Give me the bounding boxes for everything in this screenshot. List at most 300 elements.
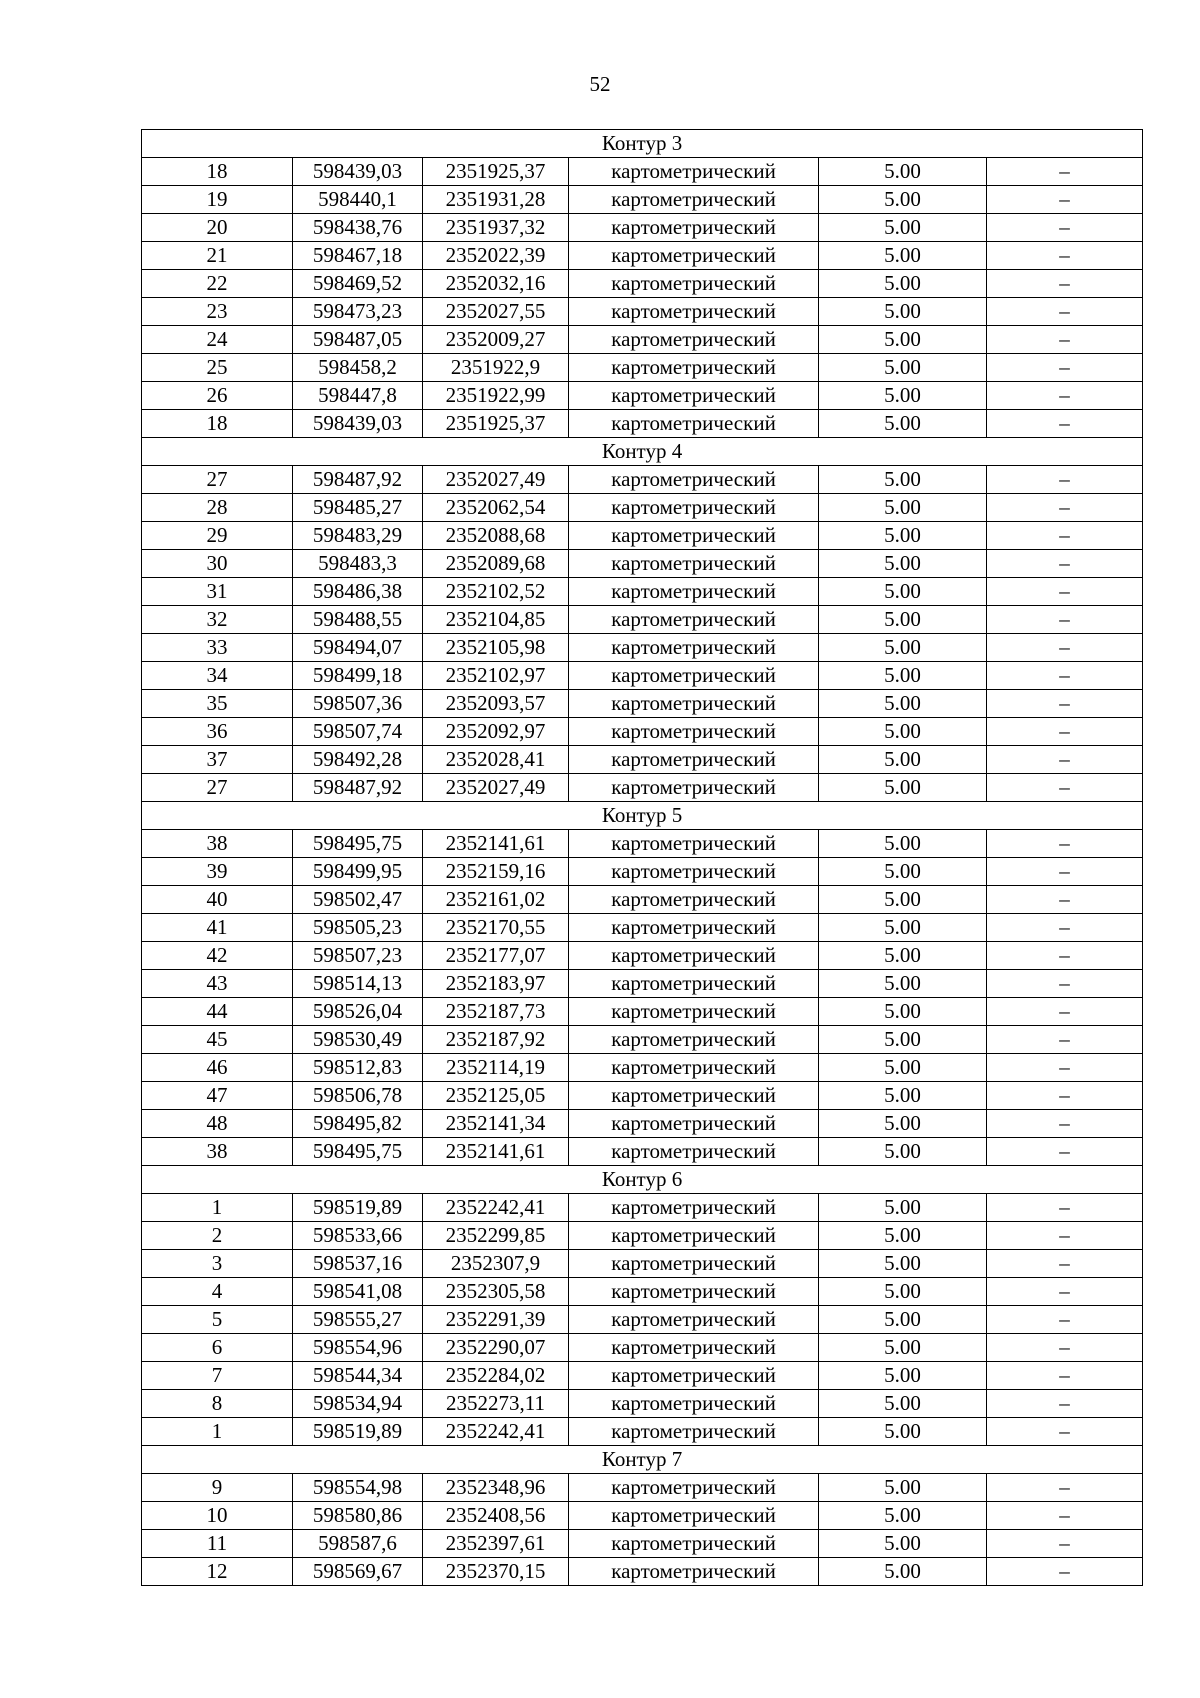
table-row xyxy=(142,1222,1143,1250)
note-cell: – xyxy=(987,1390,1143,1418)
note-cell: – xyxy=(987,914,1143,942)
x-coordinate-cell: 598506,78 xyxy=(293,1082,423,1110)
y-coordinate-cell: 2352397,61 xyxy=(423,1530,569,1558)
x-coordinate-cell: 598447,8 xyxy=(293,382,423,410)
note-cell: – xyxy=(987,186,1143,214)
method-cell: картометрический xyxy=(569,746,819,774)
table-row xyxy=(142,1026,1143,1054)
method-cell: картометрический xyxy=(569,1558,819,1586)
y-coordinate-cell: 2352408,56 xyxy=(423,1502,569,1530)
x-coordinate-cell: 598488,55 xyxy=(293,606,423,634)
x-coordinate-cell: 598438,76 xyxy=(293,214,423,242)
point-number-cell: 10 xyxy=(142,1502,293,1530)
y-coordinate-cell: 2352284,02 xyxy=(423,1362,569,1390)
y-coordinate-cell: 2352242,41 xyxy=(423,1418,569,1446)
point-number-cell: 27 xyxy=(142,466,293,494)
y-coordinate-cell: 2352242,41 xyxy=(423,1194,569,1222)
x-coordinate-cell: 598439,03 xyxy=(293,158,423,186)
note-cell: – xyxy=(987,662,1143,690)
accuracy-cell: 5.00 xyxy=(819,354,987,382)
accuracy-cell: 5.00 xyxy=(819,1334,987,1362)
method-cell: картометрический xyxy=(569,186,819,214)
accuracy-cell: 5.00 xyxy=(819,634,987,662)
note-cell: – xyxy=(987,634,1143,662)
y-coordinate-cell: 2352141,61 xyxy=(423,830,569,858)
accuracy-cell: 5.00 xyxy=(819,1222,987,1250)
point-number-cell: 31 xyxy=(142,578,293,606)
accuracy-cell: 5.00 xyxy=(819,1362,987,1390)
table-row xyxy=(142,1334,1143,1362)
point-number-cell: 33 xyxy=(142,634,293,662)
method-cell: картометрический xyxy=(569,1334,819,1362)
note-cell: – xyxy=(987,718,1143,746)
note-cell: – xyxy=(987,746,1143,774)
y-coordinate-cell: 2352125,05 xyxy=(423,1082,569,1110)
note-cell: – xyxy=(987,1278,1143,1306)
y-coordinate-cell: 2352093,57 xyxy=(423,690,569,718)
x-coordinate-cell: 598533,66 xyxy=(293,1222,423,1250)
note-cell: – xyxy=(987,1334,1143,1362)
accuracy-cell: 5.00 xyxy=(819,914,987,942)
point-number-cell: 4 xyxy=(142,1278,293,1306)
method-cell: картометрический xyxy=(569,718,819,746)
note-cell: – xyxy=(987,998,1143,1026)
x-coordinate-cell: 598587,6 xyxy=(293,1530,423,1558)
y-coordinate-cell: 2352102,97 xyxy=(423,662,569,690)
point-number-cell: 19 xyxy=(142,186,293,214)
method-cell: картометрический xyxy=(569,830,819,858)
table-row xyxy=(142,1474,1143,1502)
point-number-cell: 38 xyxy=(142,830,293,858)
y-coordinate-cell: 2352102,52 xyxy=(423,578,569,606)
point-number-cell: 29 xyxy=(142,522,293,550)
note-cell: – xyxy=(987,1082,1143,1110)
table-row xyxy=(142,466,1143,494)
table-row xyxy=(142,746,1143,774)
method-cell: картометрический xyxy=(569,494,819,522)
x-coordinate-cell: 598486,38 xyxy=(293,578,423,606)
section-title: Контур 3 xyxy=(142,130,1143,158)
x-coordinate-cell: 598492,28 xyxy=(293,746,423,774)
note-cell: – xyxy=(987,354,1143,382)
point-number-cell: 36 xyxy=(142,718,293,746)
x-coordinate-cell: 598544,34 xyxy=(293,1362,423,1390)
method-cell: картометрический xyxy=(569,354,819,382)
accuracy-cell: 5.00 xyxy=(819,242,987,270)
accuracy-cell: 5.00 xyxy=(819,746,987,774)
y-coordinate-cell: 2352027,55 xyxy=(423,298,569,326)
point-number-cell: 7 xyxy=(142,1362,293,1390)
point-number-cell: 6 xyxy=(142,1334,293,1362)
note-cell: – xyxy=(987,214,1143,242)
method-cell: картометрический xyxy=(569,774,819,802)
y-coordinate-cell: 2352187,73 xyxy=(423,998,569,1026)
note-cell: – xyxy=(987,970,1143,998)
note-cell: – xyxy=(987,522,1143,550)
point-number-cell: 24 xyxy=(142,326,293,354)
accuracy-cell: 5.00 xyxy=(819,886,987,914)
coordinates-table xyxy=(141,129,1143,1586)
note-cell: – xyxy=(987,1362,1143,1390)
note-cell: – xyxy=(987,1306,1143,1334)
point-number-cell: 18 xyxy=(142,158,293,186)
point-number-cell: 45 xyxy=(142,1026,293,1054)
table-row xyxy=(142,1502,1143,1530)
table-row xyxy=(142,662,1143,690)
y-coordinate-cell: 2352088,68 xyxy=(423,522,569,550)
accuracy-cell: 5.00 xyxy=(819,970,987,998)
accuracy-cell: 5.00 xyxy=(819,158,987,186)
point-number-cell: 1 xyxy=(142,1194,293,1222)
x-coordinate-cell: 598514,13 xyxy=(293,970,423,998)
y-coordinate-cell: 2352291,39 xyxy=(423,1306,569,1334)
table-row xyxy=(142,774,1143,802)
x-coordinate-cell: 598439,03 xyxy=(293,410,423,438)
table-row xyxy=(142,1362,1143,1390)
method-cell: картометрический xyxy=(569,1082,819,1110)
note-cell: – xyxy=(987,1026,1143,1054)
method-cell: картометрический xyxy=(569,662,819,690)
y-coordinate-cell: 2351925,37 xyxy=(423,410,569,438)
point-number-cell: 25 xyxy=(142,354,293,382)
x-coordinate-cell: 598458,2 xyxy=(293,354,423,382)
y-coordinate-cell: 2351931,28 xyxy=(423,186,569,214)
note-cell: – xyxy=(987,550,1143,578)
note-cell: – xyxy=(987,774,1143,802)
x-coordinate-cell: 598507,36 xyxy=(293,690,423,718)
method-cell: картометрический xyxy=(569,410,819,438)
table-row xyxy=(142,690,1143,718)
x-coordinate-cell: 598487,05 xyxy=(293,326,423,354)
point-number-cell: 39 xyxy=(142,858,293,886)
accuracy-cell: 5.00 xyxy=(819,550,987,578)
x-coordinate-cell: 598467,18 xyxy=(293,242,423,270)
point-number-cell: 41 xyxy=(142,914,293,942)
point-number-cell: 11 xyxy=(142,1530,293,1558)
y-coordinate-cell: 2351925,37 xyxy=(423,158,569,186)
method-cell: картометрический xyxy=(569,578,819,606)
point-number-cell: 28 xyxy=(142,494,293,522)
table-row xyxy=(142,242,1143,270)
y-coordinate-cell: 2351937,32 xyxy=(423,214,569,242)
accuracy-cell: 5.00 xyxy=(819,1026,987,1054)
y-coordinate-cell: 2352170,55 xyxy=(423,914,569,942)
method-cell: картометрический xyxy=(569,1222,819,1250)
section-header-row xyxy=(142,130,1143,158)
note-cell: – xyxy=(987,578,1143,606)
method-cell: картометрический xyxy=(569,1390,819,1418)
note-cell: – xyxy=(987,942,1143,970)
x-coordinate-cell: 598494,07 xyxy=(293,634,423,662)
point-number-cell: 22 xyxy=(142,270,293,298)
accuracy-cell: 5.00 xyxy=(819,1502,987,1530)
table-row xyxy=(142,606,1143,634)
x-coordinate-cell: 598507,74 xyxy=(293,718,423,746)
table-row xyxy=(142,214,1143,242)
accuracy-cell: 5.00 xyxy=(819,942,987,970)
table-row xyxy=(142,382,1143,410)
table-row xyxy=(142,970,1143,998)
accuracy-cell: 5.00 xyxy=(819,1082,987,1110)
x-coordinate-cell: 598526,04 xyxy=(293,998,423,1026)
note-cell: – xyxy=(987,1418,1143,1446)
accuracy-cell: 5.00 xyxy=(819,662,987,690)
section-title: Контур 7 xyxy=(142,1446,1143,1474)
accuracy-cell: 5.00 xyxy=(819,690,987,718)
table-row xyxy=(142,1054,1143,1082)
section-header-row xyxy=(142,1166,1143,1194)
method-cell: картометрический xyxy=(569,1194,819,1222)
table-row xyxy=(142,1278,1143,1306)
note-cell: – xyxy=(987,886,1143,914)
y-coordinate-cell: 2352183,97 xyxy=(423,970,569,998)
x-coordinate-cell: 598505,23 xyxy=(293,914,423,942)
point-number-cell: 5 xyxy=(142,1306,293,1334)
x-coordinate-cell: 598499,18 xyxy=(293,662,423,690)
note-cell: – xyxy=(987,1530,1143,1558)
note-cell: – xyxy=(987,830,1143,858)
y-coordinate-cell: 2352370,15 xyxy=(423,1558,569,1586)
method-cell: картометрический xyxy=(569,326,819,354)
method-cell: картометрический xyxy=(569,270,819,298)
point-number-cell: 1 xyxy=(142,1418,293,1446)
note-cell: – xyxy=(987,270,1143,298)
point-number-cell: 34 xyxy=(142,662,293,690)
table-row xyxy=(142,998,1143,1026)
note-cell: – xyxy=(987,1194,1143,1222)
method-cell: картометрический xyxy=(569,886,819,914)
accuracy-cell: 5.00 xyxy=(819,606,987,634)
x-coordinate-cell: 598530,49 xyxy=(293,1026,423,1054)
x-coordinate-cell: 598512,83 xyxy=(293,1054,423,1082)
table-row xyxy=(142,158,1143,186)
x-coordinate-cell: 598487,92 xyxy=(293,466,423,494)
x-coordinate-cell: 598534,94 xyxy=(293,1390,423,1418)
accuracy-cell: 5.00 xyxy=(819,1474,987,1502)
method-cell: картометрический xyxy=(569,1250,819,1278)
note-cell: – xyxy=(987,158,1143,186)
x-coordinate-cell: 598495,82 xyxy=(293,1110,423,1138)
table-row xyxy=(142,326,1143,354)
method-cell: картометрический xyxy=(569,998,819,1026)
accuracy-cell: 5.00 xyxy=(819,382,987,410)
accuracy-cell: 5.00 xyxy=(819,1250,987,1278)
y-coordinate-cell: 2352159,16 xyxy=(423,858,569,886)
method-cell: картометрический xyxy=(569,522,819,550)
accuracy-cell: 5.00 xyxy=(819,1418,987,1446)
accuracy-cell: 5.00 xyxy=(819,214,987,242)
accuracy-cell: 5.00 xyxy=(819,1306,987,1334)
point-number-cell: 18 xyxy=(142,410,293,438)
accuracy-cell: 5.00 xyxy=(819,858,987,886)
table-row xyxy=(142,1390,1143,1418)
accuracy-cell: 5.00 xyxy=(819,1530,987,1558)
method-cell: картометрический xyxy=(569,1306,819,1334)
method-cell: картометрический xyxy=(569,1110,819,1138)
table-row xyxy=(142,886,1143,914)
point-number-cell: 37 xyxy=(142,746,293,774)
x-coordinate-cell: 598495,75 xyxy=(293,1138,423,1166)
table-row xyxy=(142,522,1143,550)
y-coordinate-cell: 2352161,02 xyxy=(423,886,569,914)
x-coordinate-cell: 598554,96 xyxy=(293,1334,423,1362)
method-cell: картометрический xyxy=(569,1138,819,1166)
point-number-cell: 8 xyxy=(142,1390,293,1418)
accuracy-cell: 5.00 xyxy=(819,522,987,550)
table-row xyxy=(142,186,1143,214)
x-coordinate-cell: 598483,3 xyxy=(293,550,423,578)
table-row xyxy=(142,410,1143,438)
note-cell: – xyxy=(987,410,1143,438)
y-coordinate-cell: 2352092,97 xyxy=(423,718,569,746)
x-coordinate-cell: 598519,89 xyxy=(293,1194,423,1222)
x-coordinate-cell: 598554,98 xyxy=(293,1474,423,1502)
point-number-cell: 12 xyxy=(142,1558,293,1586)
note-cell: – xyxy=(987,1250,1143,1278)
note-cell: – xyxy=(987,494,1143,522)
accuracy-cell: 5.00 xyxy=(819,1054,987,1082)
accuracy-cell: 5.00 xyxy=(819,1110,987,1138)
table-row xyxy=(142,718,1143,746)
note-cell: – xyxy=(987,1110,1143,1138)
point-number-cell: 42 xyxy=(142,942,293,970)
note-cell: – xyxy=(987,382,1143,410)
page-number: 52 xyxy=(589,72,611,96)
method-cell: картометрический xyxy=(569,1278,819,1306)
y-coordinate-cell: 2352089,68 xyxy=(423,550,569,578)
note-cell: – xyxy=(987,298,1143,326)
point-number-cell: 43 xyxy=(142,970,293,998)
accuracy-cell: 5.00 xyxy=(819,1194,987,1222)
method-cell: картометрический xyxy=(569,634,819,662)
point-number-cell: 38 xyxy=(142,1138,293,1166)
accuracy-cell: 5.00 xyxy=(819,494,987,522)
y-coordinate-cell: 2352177,07 xyxy=(423,942,569,970)
point-number-cell: 26 xyxy=(142,382,293,410)
section-title: Контур 5 xyxy=(142,802,1143,830)
section-title: Контур 4 xyxy=(142,438,1143,466)
table-row xyxy=(142,1306,1143,1334)
point-number-cell: 30 xyxy=(142,550,293,578)
method-cell: картометрический xyxy=(569,858,819,886)
y-coordinate-cell: 2352104,85 xyxy=(423,606,569,634)
note-cell: – xyxy=(987,1054,1143,1082)
method-cell: картометрический xyxy=(569,1362,819,1390)
x-coordinate-cell: 598541,08 xyxy=(293,1278,423,1306)
table-row xyxy=(142,634,1143,662)
y-coordinate-cell: 2352028,41 xyxy=(423,746,569,774)
method-cell: картометрический xyxy=(569,242,819,270)
note-cell: – xyxy=(987,466,1143,494)
method-cell: картометрический xyxy=(569,690,819,718)
point-number-cell: 47 xyxy=(142,1082,293,1110)
table-row xyxy=(142,1418,1143,1446)
note-cell: – xyxy=(987,1558,1143,1586)
y-coordinate-cell: 2351922,99 xyxy=(423,382,569,410)
note-cell: – xyxy=(987,1138,1143,1166)
x-coordinate-cell: 598483,29 xyxy=(293,522,423,550)
method-cell: картометрический xyxy=(569,1502,819,1530)
y-coordinate-cell: 2352032,16 xyxy=(423,270,569,298)
accuracy-cell: 5.00 xyxy=(819,998,987,1026)
table-row xyxy=(142,1558,1143,1586)
x-coordinate-cell: 598469,52 xyxy=(293,270,423,298)
x-coordinate-cell: 598499,95 xyxy=(293,858,423,886)
method-cell: картометрический xyxy=(569,1418,819,1446)
table-row xyxy=(142,494,1143,522)
table-row xyxy=(142,1138,1143,1166)
point-number-cell: 21 xyxy=(142,242,293,270)
method-cell: картометрический xyxy=(569,970,819,998)
point-number-cell: 27 xyxy=(142,774,293,802)
accuracy-cell: 5.00 xyxy=(819,298,987,326)
section-header-row xyxy=(142,802,1143,830)
y-coordinate-cell: 2352305,58 xyxy=(423,1278,569,1306)
note-cell: – xyxy=(987,326,1143,354)
x-coordinate-cell: 598555,27 xyxy=(293,1306,423,1334)
table-row xyxy=(142,914,1143,942)
y-coordinate-cell: 2352022,39 xyxy=(423,242,569,270)
point-number-cell: 40 xyxy=(142,886,293,914)
point-number-cell: 20 xyxy=(142,214,293,242)
table-row xyxy=(142,1082,1143,1110)
y-coordinate-cell: 2352009,27 xyxy=(423,326,569,354)
y-coordinate-cell: 2352273,11 xyxy=(423,1390,569,1418)
accuracy-cell: 5.00 xyxy=(819,410,987,438)
x-coordinate-cell: 598495,75 xyxy=(293,830,423,858)
x-coordinate-cell: 598440,1 xyxy=(293,186,423,214)
accuracy-cell: 5.00 xyxy=(819,326,987,354)
accuracy-cell: 5.00 xyxy=(819,774,987,802)
accuracy-cell: 5.00 xyxy=(819,1390,987,1418)
accuracy-cell: 5.00 xyxy=(819,466,987,494)
note-cell: – xyxy=(987,690,1143,718)
note-cell: – xyxy=(987,1474,1143,1502)
method-cell: картометрический xyxy=(569,1054,819,1082)
x-coordinate-cell: 598502,47 xyxy=(293,886,423,914)
table-row xyxy=(142,830,1143,858)
table-row xyxy=(142,354,1143,382)
accuracy-cell: 5.00 xyxy=(819,270,987,298)
method-cell: картометрический xyxy=(569,158,819,186)
method-cell: картометрический xyxy=(569,914,819,942)
point-number-cell: 44 xyxy=(142,998,293,1026)
accuracy-cell: 5.00 xyxy=(819,1278,987,1306)
y-coordinate-cell: 2352348,96 xyxy=(423,1474,569,1502)
method-cell: картометрический xyxy=(569,1474,819,1502)
table-row xyxy=(142,1530,1143,1558)
y-coordinate-cell: 2352027,49 xyxy=(423,774,569,802)
point-number-cell: 3 xyxy=(142,1250,293,1278)
point-number-cell: 32 xyxy=(142,606,293,634)
table-row xyxy=(142,942,1143,970)
y-coordinate-cell: 2351922,9 xyxy=(423,354,569,382)
y-coordinate-cell: 2352187,92 xyxy=(423,1026,569,1054)
table-row xyxy=(142,270,1143,298)
method-cell: картометрический xyxy=(569,298,819,326)
x-coordinate-cell: 598580,86 xyxy=(293,1502,423,1530)
point-number-cell: 35 xyxy=(142,690,293,718)
accuracy-cell: 5.00 xyxy=(819,718,987,746)
x-coordinate-cell: 598487,92 xyxy=(293,774,423,802)
method-cell: картометрический xyxy=(569,550,819,578)
method-cell: картометрический xyxy=(569,466,819,494)
x-coordinate-cell: 598473,23 xyxy=(293,298,423,326)
note-cell: – xyxy=(987,1222,1143,1250)
method-cell: картометрический xyxy=(569,606,819,634)
accuracy-cell: 5.00 xyxy=(819,186,987,214)
x-coordinate-cell: 598537,16 xyxy=(293,1250,423,1278)
